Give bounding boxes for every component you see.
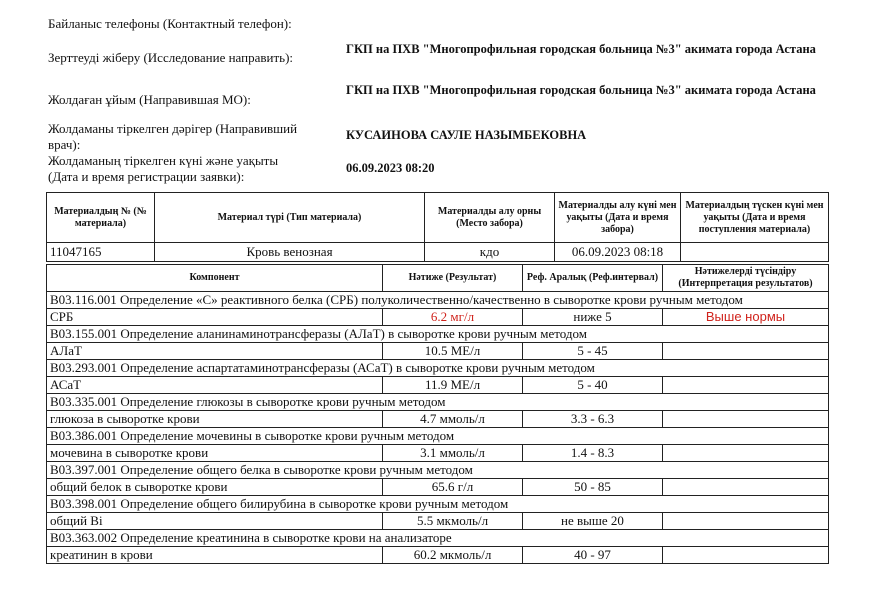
interpretation-cell — [663, 445, 829, 462]
reference-cell: не выше 20 — [523, 513, 663, 530]
reference-cell: 5 - 40 — [523, 377, 663, 394]
test-group-title: B03.335.001 Определение глюкозы в сыворотке крови ручным методом — [47, 394, 829, 411]
result-cell: 60.2 мкмоль/л — [383, 547, 523, 564]
component-cell: креатинин в крови — [47, 547, 383, 564]
interpretation-cell — [663, 411, 829, 428]
interpretation-cell — [663, 547, 829, 564]
phone-label: Байланыс телефоны (Контактный телефон): — [48, 16, 292, 31]
material-taken: 06.09.2023 08:18 — [555, 243, 681, 262]
material-table — [46, 192, 829, 262]
mo-value: ГКП на ПХВ "Многопрофильная городская больница №3" акимата города Астана — [346, 83, 816, 97]
material-received — [681, 243, 829, 262]
result-cell: 5.5 мкмоль/л — [383, 513, 523, 530]
material-col-taken: Материалды алу күні мен уақыты (Дата и время забора) — [555, 193, 681, 243]
component-cell: общий Bi — [47, 513, 383, 530]
table-row — [47, 513, 829, 530]
result-cell: 4.7 ммоль/л — [383, 411, 523, 428]
material-number: 11047165 — [47, 243, 155, 262]
direct-value: ГКП на ПХВ "Многопрофильная городская больница №3" акимата города Астана — [346, 42, 816, 56]
test-group-title: B03.386.001 Определение мочевины в сыворотке крови ручным методом — [47, 428, 829, 445]
test-group-title: B03.155.001 Определение аланинаминотрансферазы (АЛаТ) в сыворотке крови ручным методом — [47, 326, 829, 343]
material-header-row — [47, 193, 829, 243]
component-cell: общий белок в сыворотке крови — [47, 479, 383, 496]
reference-cell: 40 - 97 — [523, 547, 663, 564]
interpretation-cell — [663, 513, 829, 530]
doctor-value: КУСАИНОВА САУЛЕ НАЗЫМБЕКОВНА — [346, 128, 587, 142]
direct-label: Зерттеуді жіберу (Исследование направить): — [48, 50, 294, 65]
interpretation-cell — [663, 479, 829, 496]
doctor-label-1: Жолдаманы тіркелген дәрігер (Направивший — [48, 121, 298, 136]
material-type: Кровь венозная — [155, 243, 425, 262]
result-cell: 11.9 МЕ/л — [383, 377, 523, 394]
results-col-result: Нәтиже (Результат) — [383, 265, 523, 292]
date-label-1: Жолдаманың тіркелген күні және уақыты — [48, 153, 279, 168]
result-cell: 6.2 мг/л — [383, 309, 523, 326]
interpretation-cell — [663, 377, 829, 394]
interpretation-cell: Выше нормы — [663, 309, 829, 326]
material-col-received: Материалдың түскен күні мен уақыты (Дата и время поступления материала) — [681, 193, 829, 243]
result-cell: 10.5 МЕ/л — [383, 343, 523, 360]
results-col-reference: Реф. Аралық (Реф.интервал) — [523, 265, 663, 292]
reference-cell: 50 - 85 — [523, 479, 663, 496]
result-cell: 65.6 г/л — [383, 479, 523, 496]
test-group-title: B03.398.001 Определение общего билирубина в сыворотке крови ручным методом — [47, 496, 829, 513]
material-row — [47, 243, 829, 262]
table-row — [47, 479, 829, 496]
material-col-number: Материалдың № (№ материала) — [47, 193, 155, 243]
results-col-interpretation: Нәтижелерді түсіндіру (Интерпретация результатов) — [663, 265, 829, 292]
table-row — [47, 343, 829, 360]
component-cell: АСаТ — [47, 377, 383, 394]
interpretation-cell — [663, 343, 829, 360]
component-cell: СРБ — [47, 309, 383, 326]
material-col-place: Материалды алу орны (Место забора) — [425, 193, 555, 243]
test-group-title: B03.293.001 Определение аспартатаминотрансферазы (АСаТ) в сыворотке крови ручным методом — [47, 360, 829, 377]
material-col-type: Материал түрі (Тип материала) — [155, 193, 425, 243]
reference-cell: 5 - 45 — [523, 343, 663, 360]
result-cell: 3.1 ммоль/л — [383, 445, 523, 462]
date-label-2: (Дата и время регистрации заявки): — [48, 169, 245, 184]
test-group-title: B03.116.001 Определение «С» реактивного белка (СРБ) полуколичественно/качественно в сыворотке крови ручным методом — [47, 292, 829, 309]
results-table — [46, 264, 829, 564]
table-row — [47, 309, 829, 326]
table-row — [47, 547, 829, 564]
component-cell: глюкоза в сыворотке крови — [47, 411, 383, 428]
reference-cell: ниже 5 — [523, 309, 663, 326]
table-row — [47, 377, 829, 394]
results-header-row — [47, 265, 829, 292]
material-place: кдо — [425, 243, 555, 262]
date-value: 06.09.2023 08:20 — [346, 161, 435, 175]
component-cell: мочевина в сыворотке крови — [47, 445, 383, 462]
mo-label: Жолдаған ұйым (Направившая МО): — [48, 92, 251, 107]
results-col-component: Компонент — [47, 265, 383, 292]
reference-cell: 1.4 - 8.3 — [523, 445, 663, 462]
reference-cell: 3.3 - 6.3 — [523, 411, 663, 428]
test-group-title: B03.363.002 Определение креатинина в сыворотке крови на анализаторе — [47, 530, 829, 547]
component-cell: АЛаТ — [47, 343, 383, 360]
test-group-title: B03.397.001 Определение общего белка в сыворотке крови ручным методом — [47, 462, 829, 479]
doctor-label-2: врач): — [48, 137, 81, 152]
table-row — [47, 411, 829, 428]
table-row — [47, 445, 829, 462]
